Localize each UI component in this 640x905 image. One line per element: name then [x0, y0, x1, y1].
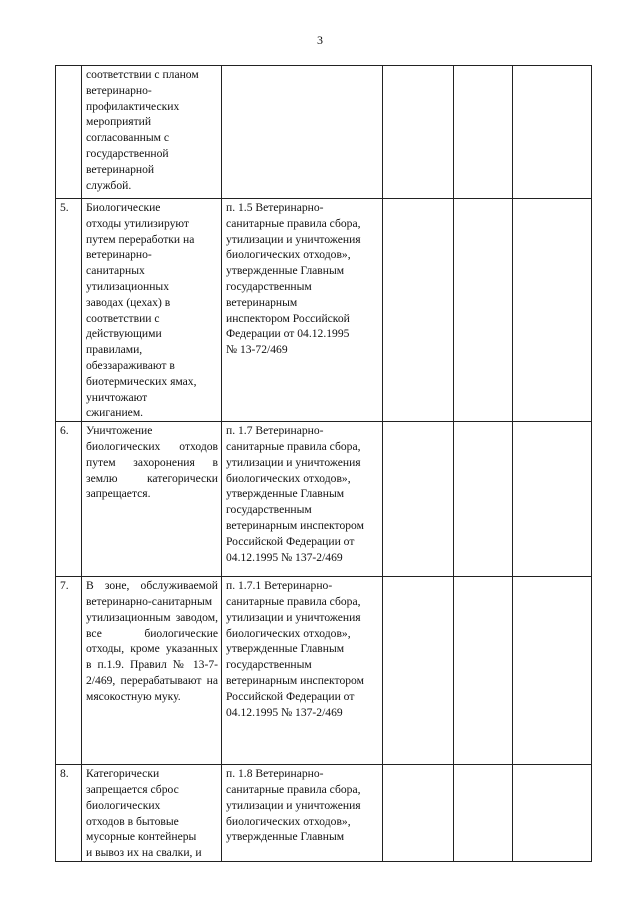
reference-text: п. 1.8 Ветеринарно- санитарные правила сбора, утилизации и уничтожения биологических отходов», утвержденные Главным [226, 767, 361, 844]
requirement-cell [82, 577, 222, 765]
reference-text: п. 1.7 Ветеринарно- санитарные правила сбора, утилизации и уничтожения биологических отходов», утвержденные Главным государственным ветеринарным инспектором Российской Федерации от 04.12.1995 № 137-2/469 [226, 424, 364, 564]
table-row-6 [56, 422, 592, 577]
row-number-cell: 5. [56, 199, 82, 422]
page-number: 3 [317, 33, 323, 47]
answer-yes-cell [383, 66, 454, 199]
requirement-text: Биологические отходы утилизируют путем переработки на ветеринарно- санитарных утилизационных заводах (цехах) в соответствии с действующими правилами, обеззараживают в биотермических ямах, уничтожают сжиганием. [86, 201, 197, 420]
note-cell [513, 422, 592, 577]
requirement-text: В зоне, обслуживаемой ветеринарно-санитарным утилизационным заводом, все биологические отходы, кроме указанных в п.1.9. Правил № 13-7-2/469, перерабатывают на мясокостную муку. [86, 579, 218, 703]
answer-no-cell [454, 66, 513, 199]
note-cell [513, 577, 592, 765]
answer-no-cell [454, 765, 513, 862]
reference-cell [222, 577, 383, 765]
answer-no-cell [454, 422, 513, 577]
note-cell [513, 199, 592, 422]
requirement-cell [82, 765, 222, 862]
answer-no-cell [454, 577, 513, 765]
reference-cell [222, 765, 383, 862]
reference-cell [222, 422, 383, 577]
answer-yes-cell [383, 577, 454, 765]
requirement-text: Категорически запрещается сброс биологических отходов в бытовые мусорные контейнеры и вывоз их на свалки, и [86, 767, 202, 860]
note-cell [513, 66, 592, 199]
table-row-5 [56, 199, 592, 422]
requirement-text: Уничтожение биологических отходов путем захоронения в землю категорически запрещается. [86, 424, 218, 501]
reference-text: п. 1.7.1 Ветеринарно- санитарные правила сбора, утилизации и уничтожения биологических отходов», утвержденные Главным государственным ветеринарным инспектором Российской Федерации от 04.12.1995 № 137-2/469 [226, 579, 364, 719]
table-row-7 [56, 577, 592, 765]
answer-yes-cell [383, 765, 454, 862]
requirement-cell [82, 66, 222, 199]
table-row-8 [56, 765, 592, 862]
row-number-cell: 8. [56, 765, 82, 862]
note-cell [513, 765, 592, 862]
requirement-cell [82, 199, 222, 422]
answer-yes-cell [383, 422, 454, 577]
row-number-cell: 6. [56, 422, 82, 577]
row-number-cell [56, 66, 82, 199]
requirement-text: соответствии с планом ветеринарно- профилактических мероприятий согласованным с государственной ветеринарной службой. [86, 68, 199, 192]
row-number-cell: 7. [56, 577, 82, 765]
checklist-table [55, 65, 592, 862]
reference-cell [222, 199, 383, 422]
reference-cell [222, 66, 383, 199]
answer-no-cell [454, 199, 513, 422]
table-row-continued [56, 66, 592, 199]
requirement-cell [82, 422, 222, 577]
reference-text: п. 1.5 Ветеринарно- санитарные правила сбора, утилизации и уничтожения биологических отходов», утвержденные Главным государственным ветеринарным инспектором Российской Федерации от 04.12.1995 № 13-72/469 [226, 201, 361, 357]
answer-yes-cell [383, 199, 454, 422]
